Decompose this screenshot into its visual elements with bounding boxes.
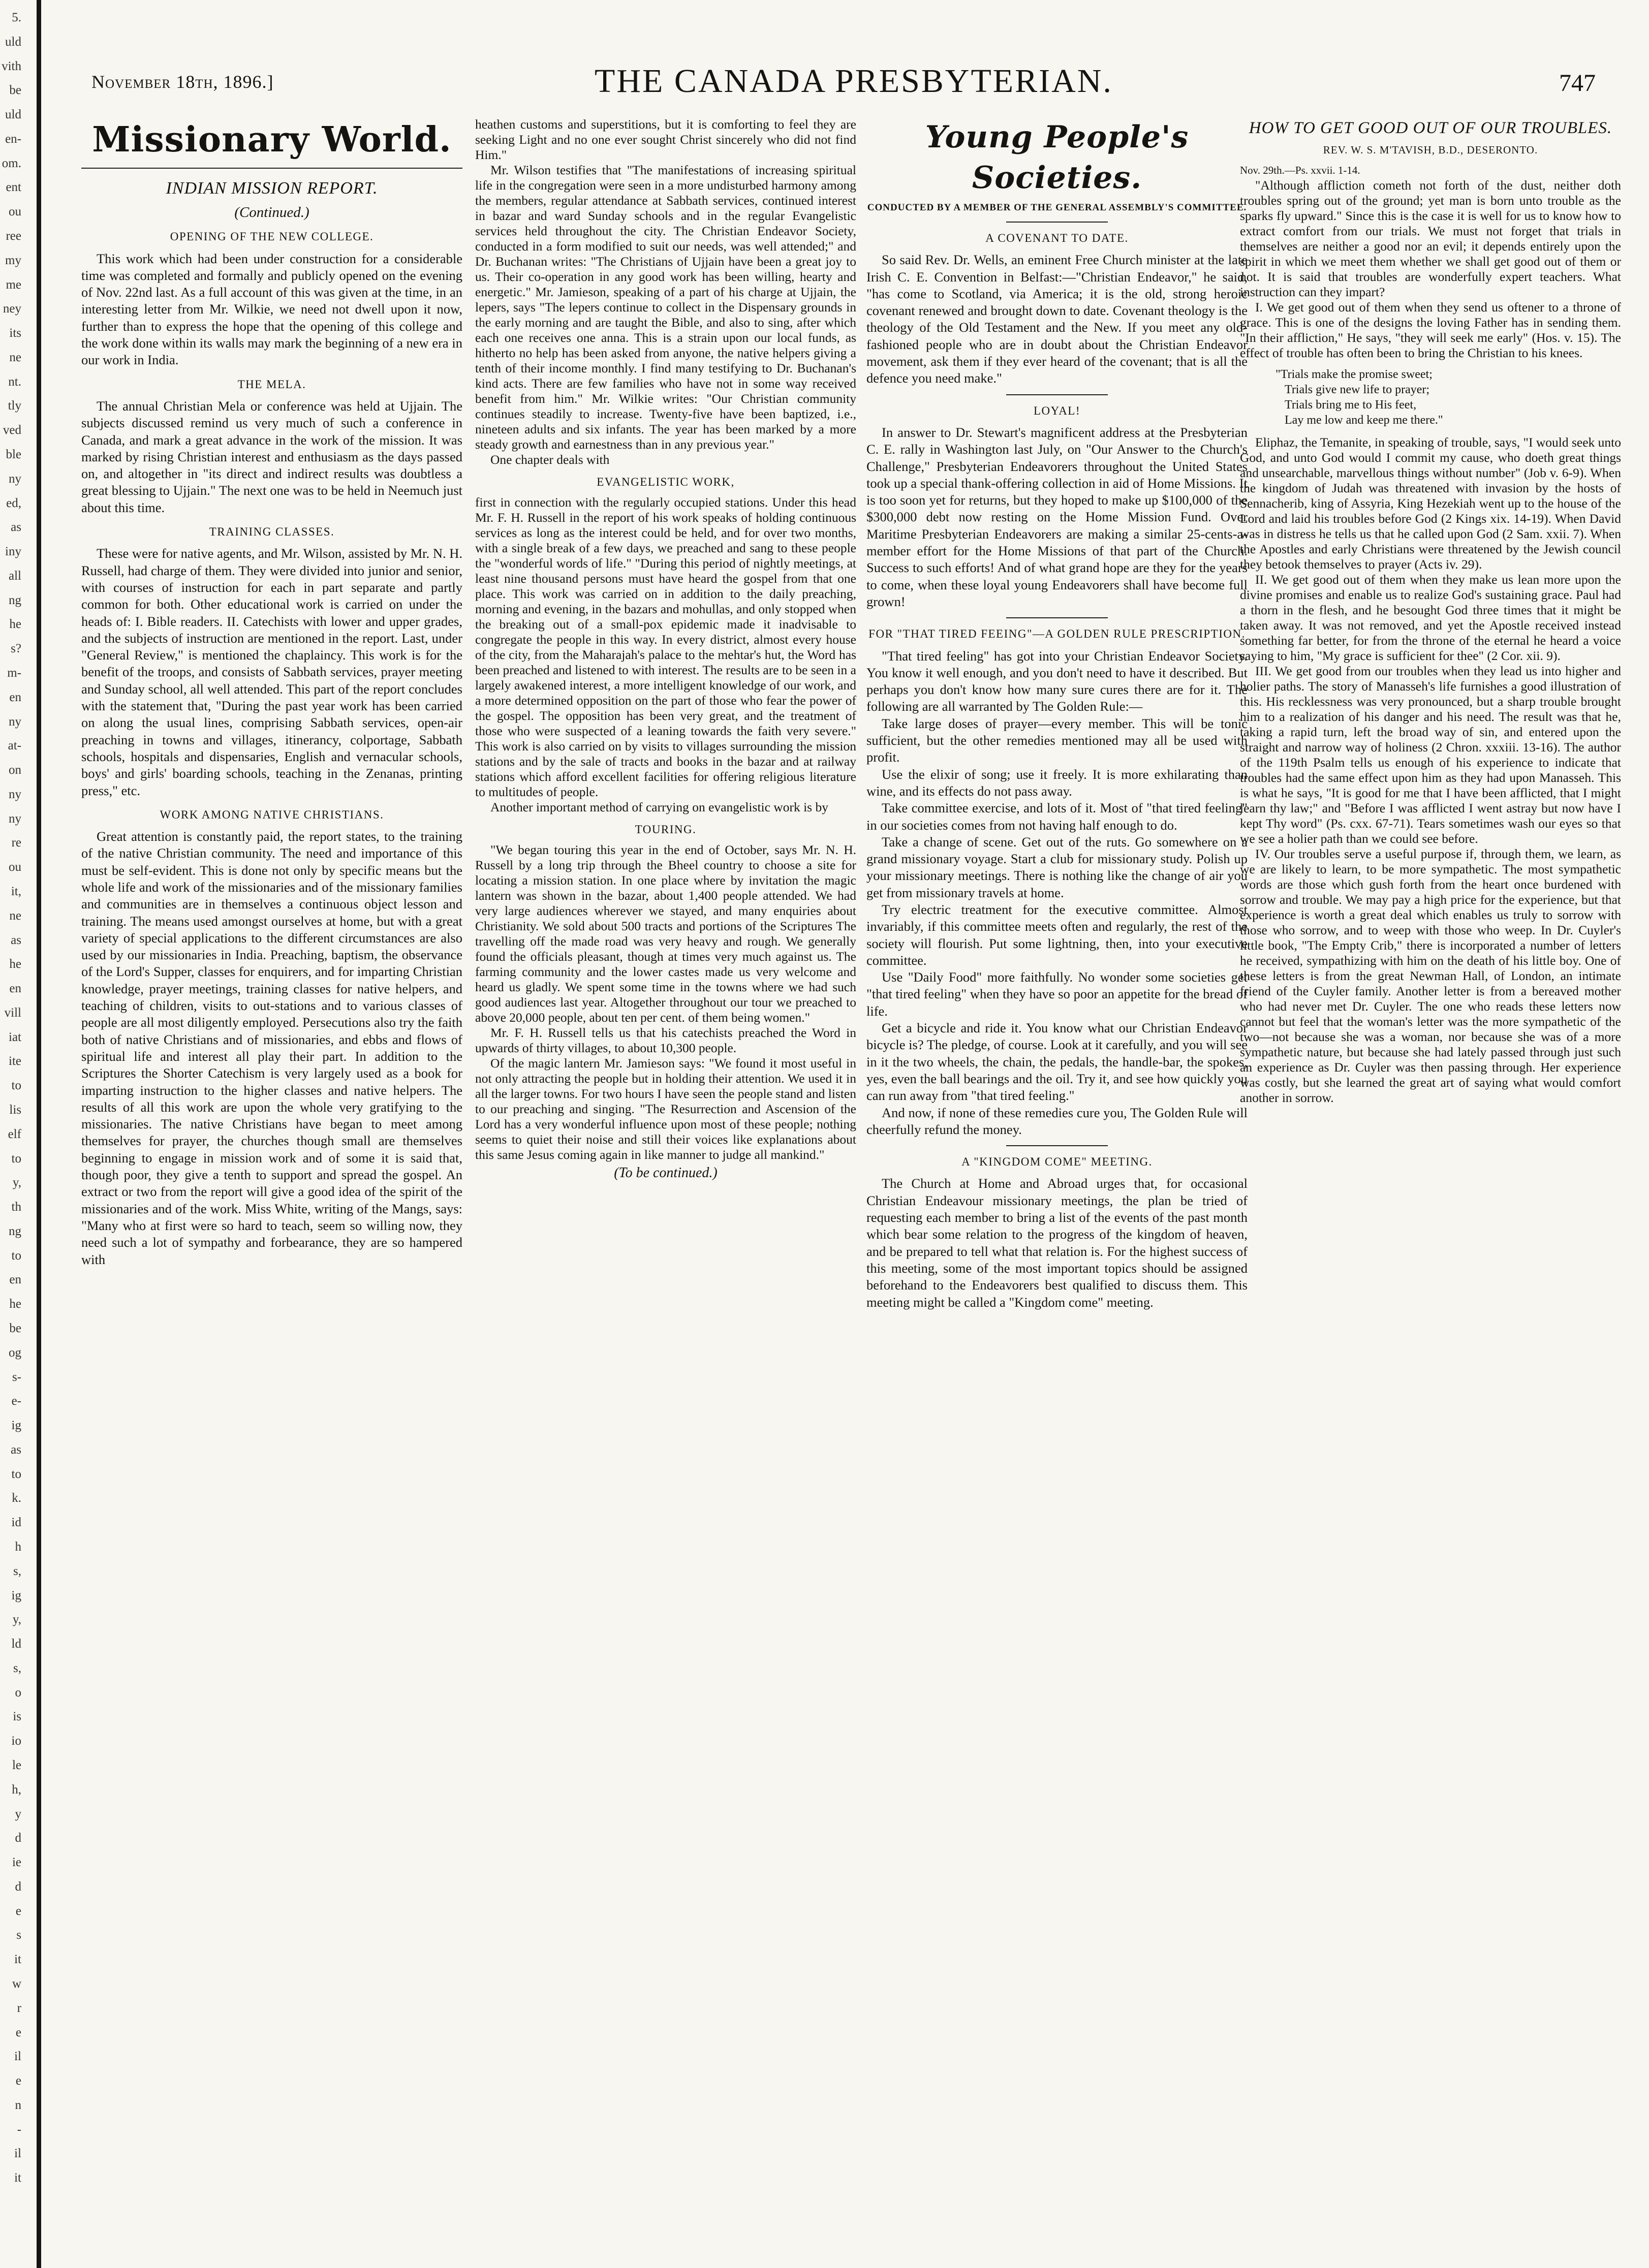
paragraph: Take committee exercise, and lots of it. Most of "that tired feeling" in our societies comes from not having half enough to do. [866,800,1248,833]
paragraph: "Although affliction cometh not forth of the dust, neither doth troubles spring out of the ground; yet man is born unto trouble as the sparks fly upward." Since this is the case it is well for us to know how to extract comfort from our trials. We must not forget that trials in themselves are neither a good nor an evil; it depends entirely upon the spirit in which we meet them whether we shall get good out of them or not. It is said that troubles are wonderfully expert teachers. What instruction can they impart? [1240,178,1621,299]
edge-fragment: r [17,2001,21,2015]
subhead: TOURING. [635,823,697,836]
section-masthead-missionary-world: Missionary World. [92,119,452,160]
edge-fragment: - [17,2122,21,2136]
page-header [81,62,1626,118]
edge-fragment: ny [9,714,21,729]
paragraph: And now, if none of these remedies cure you, The Golden Rule will cheerfully refund the money. [866,1105,1248,1137]
edge-fragment: ng [9,593,21,607]
edge-fragment: iny [5,545,21,559]
divider [1006,1145,1108,1146]
edge-fragment: h [15,1540,21,1554]
edge-fragment: as [11,933,21,947]
paragraph: These were for native agents, and Mr. Wilson, assisted by Mr. N. H. Russell, had charge of them. They were divided into junior and senior, with courses of instruction for each in part separate and partly common for both. Other educational work is carried on under the heads of: I. Bible readers. II. Catechists with lower and upper grades, and the subjects of instruction are mentioned in the report. Last, under "General Review," is mentioned the chaplaincy. This work is for the benefit of the troops, and consists of Sabbath services, prayer meeting and Sunday school, all well attended. This part of the report concludes with the statement that, "During the past year work has been carried on along the usual lines, comprising Sabbath services, open-air preaching in towns and villages, itinerancy, colportage, Sabbath schools, hospitals and dispensaries, English and vernacular schools, boys' and girls' boarding schools, teaching in the Zenanas, printing press," etc. [81,546,462,798]
edge-fragment: il [14,2147,21,2161]
edge-fragment: ne [9,908,21,923]
paragraph: Another important method of carrying on evangelistic work is by [490,800,828,814]
paragraph: Use the elixir of song; use it freely. It is more exhilarating than wine, and its effects do not pass away. [866,766,1248,799]
edge-fragment: en- [5,132,21,146]
edge-fragment: it, [11,885,21,898]
edge-fragment: ld [11,1637,21,1651]
section-masthead-young-peoples-societies: Young People's Societies. [925,119,1189,196]
paragraph: Of the magic lantern Mr. Jamieson says: "We found it most useful in not only attracting the people but in holding their attention. We used it in all the larger towns. For two hours I have seen the people stand and listen to our preaching and singing. "The Resurrection and Ascension of the Lord has a very wonderful influence upon most of these people; nothing seems to quiet their noise and still their voices like explanations about this same Jesus coming again in like manner to judge all mankind." [475,1056,856,1162]
edge-fragment: ig [11,1419,21,1433]
column-1 [81,117,462,2241]
edge-fragment: to [11,1248,21,1263]
edge-fragment: uld [5,35,21,49]
edge-fragment: s? [11,642,21,656]
edge-fragment: e [15,2074,21,2088]
edge-fragment: en [9,982,21,996]
scripture-date: Nov. 29th.—Ps. xxvii. 1-14. [1240,164,1360,176]
edge-fragment: s [16,1928,21,1942]
edge-fragment: e [15,2025,21,2039]
paragraph: Try electric treatment for the executive committee. Almost invariably, if this committee meets often and regularly, the rest of the society will flourish. Put some lightning, then, into your executive committee. [866,901,1248,968]
edge-fragment: as [11,520,21,534]
edge-fragment: s, [13,1564,21,1578]
edge-fragment: iat [9,1030,21,1044]
edge-fragment: n [15,2098,21,2112]
column-3 [866,117,1248,2241]
edge-fragment: ble [6,448,21,461]
paragraph: This work which had been under construction for a considerable time was completed and formally and publicly opened on the evening of Nov. 22nd last. As a full account of this was given at the time, in an interesting letter from Mr. Wilkie, we need not dwell upon it now, further than to express the hope that the opening of this college and the work done within its walls may mark the beginning of a new era in our work in India. [81,250,462,368]
edge-fragment: nt. [8,374,21,389]
edge-fragment: he [9,617,21,632]
divider [81,168,462,169]
edge-fragment: ite [9,1054,21,1068]
paragraph: Eliphaz, the Temanite, in speaking of trouble, says, "I would seek unto God, and unto God would I commit my cause, who doeth great things and unsearchable, marvellous things without number" (Job v. 6-9). When the kingdom of Judah was threatened with invasion by the hosts of Sennacherib, king of Assyria, King Hezekiah went up to the house of the Lord and laid his troubles before God (2 Kings xix. 14-19). When David was in distress he tells us that he called upon God (2 Sam. xxii. 7). When the Apostles and early Christians were threatened by the Jewish council they betook themselves to prayer (Acts iv. 29). [1240,435,1621,572]
verse-line: Lay me low and keep me there." [1285,414,1443,427]
paragraph: Use "Daily Food" more faithfully. No wonder some societies get "that tired feeling" when they have so poor an appetite for the bread of life. [866,969,1248,1019]
edge-fragment: ed, [6,496,21,510]
edge-fragment: all [9,569,21,583]
edge-fragment: id [11,1516,21,1530]
edge-fragment: y, [12,1176,21,1190]
edge-fragment: y, [12,1613,21,1627]
verse-quote [1275,367,1621,428]
edge-fragment: s- [12,1370,21,1384]
article-title: INDIAN MISSION REPORT. [166,179,378,198]
edge-fragment: on [9,763,21,777]
edge-fragment: th [11,1200,21,1214]
paragraph: The Church at Home and Abroad urges that, for occasional Christian Endeavour missionary meetings, the plan be tried of requesting each member to bring a list of the events of the past month which bear some relation to the progress of the kingdom of heaven, and be prepared to tell what that relation is. For the highest success of this meeting, some of the most important topics should be assigned beforehand to the Endeavorers best qualified to discuss them. This meeting might be called a "Kingdom come" meeting. [866,1176,1248,1310]
paragraph: "We began touring this year in the end of October, says Mr. N. H. Russell by a long trip through the Bheel country to choose a site for locating a mission station. In one place where by invitation the magic lantern was shown in the bazar, about 1,400 people attended. We had very large audiences wherever we stayed, and many enquiries about Christianity. We sold about 500 tracts and portions of the Scriptures The travelling off the made road was very heavy and rough. We generally found the officials pleasant, though at times very much against us. The farming community and the lower castes made us very welcome and heard us gladly. We spent some time in the towns where we had such good audiences last year. Altogether throughout our tour we preached to above 20,000 people, about ten per cent. of them being women." [475,842,856,1025]
verse-line: Trials give new life to prayer; [1285,383,1430,396]
paragraph: Take large doses of prayer—every member. This will be tonic sufficient, but the other remedies mentioned may all be used with profit. [866,715,1248,765]
edge-fragment: ou [9,205,21,219]
issue-date: November 18th, 1896.] [91,72,274,92]
column-2 [475,117,856,2241]
edge-fragment: og [9,1345,21,1360]
edge-fragment: as [11,1442,21,1457]
paragraph: Great attention is constantly paid, the report states, to the training of the native Christian community. The need and importance of this must be self-evident. This is done not only by specific means but the whole life and work of the missionaries and of the missionary families and communities are in themselves a continuous object lesson and training. The means used amongst ourselves at home, but with a great variety of special applications to the different circumstances are also used by our missionaries in India. Preaching, baptism, the observance of the Lord's Supper, classes for enquirers, and for imparting Christian knowledge, prayer meetings, training classes for native helpers, and teaching of children, visits to out-stations and to various classes of people are all most diligently employed. Persecutions also try the faith both of native Christians and of missionaries, and ebbs and flows of spiritual life and interest all play their part. In addition to the Scriptures the Shorter Catechism is very largely used as a book for imparting instruction to the higher classes and native helpers. The results of all this work are upon the whole very gratifying to the missionaries. The native Christians have began to meet among themselves for prayer, the churches though small are themselves beginning to engage in mission work and of some it is said that, though poor, they give a tenth to support and spread the gospel. An extract or two from the report will give a good idea of the spirit of the missionaries and of the work. Miss White, writing of the Mangs, says: "Many who at first were so hard to teach, seem so willing now, they need such a lot of sympathy and forbearance, they are so hampered with [81,829,462,1267]
paragraph: The annual Christian Mela or conference was held at Ujjain. The subjects discussed remind us very much of such a conference in Canada, and mark a great advance in the work of the mission. It was marked by rising Christian interest and enthusiasm as the days passed on, and altogether in "its direct and indirect results was doubtless a great blessing to Ujjain." The next one was to be held in Neemuch just about this time. [81,398,462,515]
edge-fragment: 5. [12,11,21,24]
paragraph: first in connection with the regularly occupied stations. Under this head Mr. F. H. Russell in the report of his work speaks of holding continuous services as long as the interest could be held, and for over two months, with a single break of a few days, we preached and sang to these people the "wonderful words of life." "During this period of nightly meetings, at least nine thousand persons must have heard the gospel from that one place. This work was carried on in addition to the daily preaching, morning and evening, in the bazars and mohullas, and only stopped when the breaking out of a small-pox epidemic made it inadvisable to congregate the people in this way. In every district, almost every house of the city, from the Maharajah's palace to the mehtar's hut, the Word has been preached and listened to with interest. The results are to be seen in a largely awakened interest, a more intelligent knowledge of our work, and a more determined opposition on the part of those who fear the power of the gospel. The opposition has been very great, and the treatment of those who were suspected of a leaning towards the faith very severe." This work is also carried on by visits to villages surrounding the mission stations and by the sale of tracts and books in the bazar and at railway stations which afford excellent facilities for offering religious literature to multitudes of people. [475,495,856,799]
edge-fragment: uld [5,108,21,122]
edge-fragment: y [15,1807,21,1821]
edge-fragment: is [13,1710,21,1724]
edge-fragment: be [9,1321,21,1335]
subhead: EVANGELISTIC WORK, [597,476,735,488]
paragraph: heathen customs and superstitions, but it is comforting to feel they are seeking Light and no one ever sought Christ sincerely who did not find Him." [475,117,856,162]
edge-fragment: ny [9,811,21,826]
edge-fragment: re [11,836,21,850]
edge-fragment: e [15,1904,21,1918]
edge-fragment: o [15,1685,21,1699]
edge-fragment: ng [9,1224,21,1238]
edge-fragment: be [9,83,21,98]
edge-fragment: ny [9,787,21,801]
paragraph: I. We get good out of them when they send us oftener to a throne of grace. This is one of the designs the loving Father has in sending them. "In their affliction," He says, "they will seek me early" (Hos. v. 15). The effect of trouble has often been to bring the Christian to his knees. [1240,300,1621,360]
to-be-continued: (To be continued.) [614,1165,718,1181]
edge-fragment: he [9,1297,21,1311]
edge-fragment: ent [6,180,21,195]
edge-fragment: its [9,326,21,340]
edge-fragment: d [15,1831,21,1845]
paragraph: III. We get good from our troubles when they lead us into higher and holier paths. The story of Manasseh's life furnishes a good illustration of this. His recklessness was very pronounced, but a sharp trouble brought him to a realization of his danger and his need. The result was that he, taking a rapid turn, left the broad way of sin, and entered upon the straight and narrow way of holiness (2 Chron. xxxiii. 13-16). The author of the 119th Psalm tells us enough of his experience to indicate that troubles had the same effect upon him as they had upon Manasseh. This is what he says, "It is good for me that I have been afflicted, that I might learn thy law;" and "Before I was afflicted I went astray but now have I kept Thy word" (Ps. cxx. 67-71). Tears sometimes wash our eyes so that we see a holier path than we could see before. [1240,664,1621,846]
column-rule-left [37,0,41,2268]
column-4 [1240,117,1621,2241]
divider [1006,617,1108,618]
edge-fragment: to [11,1079,21,1093]
byline: REV. W. S. M'TAVISH, B.D., DESERONTO. [1323,144,1538,156]
edge-fragment: my [5,253,21,267]
edge-fragment: tly [8,399,21,413]
edge-fragment: ved [3,423,21,437]
edge-fragment: to [11,1467,21,1481]
paragraph: IV. Our troubles serve a useful purpose if, through them, we learn, as we are likely to learn, to be more sympathetic. The most sympathetic words are those which gush forth from the heart once burdened with sorrow and trouble. We may pay a high price for the experience, but that experience is worth a great deal which enables us truly to sorrow with those who sorrow, and to weep with those who weep. In Dr. Cuyler's little book, "The Empty Crib," there is incorporated a number of letters he received, sympathizing with him on the death of his little boy. One of these letters is from the great Newman Hall, of London, an intimate friend of the Cuyler family. Another letter is from a bereaved mother who had never met Dr. Cuyler. The one who reads these letters now cannot but feel that the woman's letter was the more sympathetic of the two—not because she was a woman, nor because she was of a more sympathetic nature, but because she had lately passed through just such an experience as Dr. Cuyler was then passing through. Her experience was costly, but she learned the great art of saying what would comfort another in sorrow. [1240,846,1621,1105]
edge-fragment: ney [3,302,21,316]
subhead: A "KINGDOM COME" MEETING. [961,1155,1153,1169]
edge-fragment: ny [9,471,21,486]
edge-fragment: ig [11,1588,21,1602]
verse-line: "Trials make the promise sweet; [1275,368,1433,381]
edge-fragment: le [12,1758,21,1772]
edge-fragment: m- [7,666,21,680]
edge-fragment: to [11,1151,21,1166]
edge-fragment: om. [2,156,21,170]
edge-fragment: vill [4,1005,21,1020]
newspaper-title: THE CANADA PRESBYTERIAN. [595,62,1113,100]
subhead: LOYAL! [1033,404,1081,417]
edge-fragment: ie [12,1855,21,1870]
paragraph: One chapter deals with [490,452,610,467]
edge-fragment: s, [13,1661,21,1675]
edge-fragment: il [14,2050,21,2064]
edge-fragment: he [9,957,21,971]
edge-fragment: w [12,1977,21,1991]
conducted-by-note: CONDUCTED BY A MEMBER OF THE GENERAL ASSEMBLY'S COMMITTEE. [867,202,1247,213]
edge-fragment: d [15,1879,21,1894]
article-title: HOW TO GET GOOD OUT OF OUR TROUBLES. [1249,119,1612,137]
edge-fragment: en [9,1273,21,1287]
subhead: A COVENANT TO DATE. [985,232,1129,244]
paragraph: Take a change of scene. Get out of the ruts. Go somewhere on a grand missionary voyage. Start a club for missionary study. Polish up your missionary meetings. There is nothing like the change of air you get from missionary travels at home. [866,834,1248,900]
divider [1006,222,1108,223]
edge-fragment: me [6,277,21,292]
paragraph: "That tired feeling" has got into your Christian Endeavor Society. You know it well enough, and you don't need to have it described. But perhaps you don't know how many sure cures there are for it. The following are all warranted by The Golden Rule:— [866,648,1248,714]
adjacent-page-edge [0,0,24,2268]
subhead: THE MELA. [237,377,306,391]
subhead: FOR "THAT TIRED FEEING"—A GOLDEN RULE PRESCRIPTION. [868,627,1246,641]
subhead: OPENING OF THE NEW COLLEGE. [170,230,374,243]
paragraph: Mr. F. H. Russell tells us that his catechists preached the Word in upwards of thirty villages, to about 10,300 people. [475,1025,856,1055]
paragraph: Get a bicycle and ride it. You know what our Christian Endeavor bicycle is? The pledge, of course. Look at it carefully, and you will see in it the two wheels, the chain, the pedals, the handle-bar, the spokes, yes, even the ball bearings and the oil. Try it, and see how quickly you can run away from "that tired feeling." [866,1020,1248,1104]
edge-fragment: en [9,690,21,704]
edge-fragment: ree [6,229,21,243]
edge-fragment: e- [11,1394,21,1408]
divider [1006,394,1108,395]
paragraph: Mr. Wilson testifies that "The manifestations of increasing spiritual life in the congregation were seen in a more undisturbed harmony among the members, regular attendance at Sabbath services, continued interest in bazar and ward Sunday schools and in the regular Evangelistic services held throughout the city. The Christian Endeavor Society, conducted in a form modified to suit our needs, was well attended;" and Dr. Buchanan writes: "The Christians of Ujjain have been a great joy to us. Their co-operation in any good work has been willing, hearty and energetic." Mr. Jamieson, speaking of a part of his charge at Ujjain, the lepers, says "The lepers continue to collect in the Dispensary grounds in the early morning and are taught the Bible, and also to sing, after which each one receives one anna. This is a strain upon our local funds, as hitherto no help has been asked from anyone, the native helpers giving a tenth of their income monthly. I find many testifying to Dr. Buchanan's kind acts. There are few families who have not in some way received benefit from him." Mr. Wilkie writes: "Our Christian community continues steadily to increase. Twenty-five have been baptized, i.e., nineteen adults and six infants. The year has been marked by a more steady growth and earnestness than in any previous year." [475,163,856,452]
edge-fragment: io [11,1734,21,1748]
edge-fragment: ne [9,350,21,364]
verse-line: Trials bring me to His feet, [1285,398,1417,412]
edge-fragment: at- [8,739,21,753]
edge-fragment: lis [9,1103,21,1117]
subhead: WORK AMONG NATIVE CHRISTIANS. [160,808,384,821]
edge-fragment: k. [12,1491,21,1505]
edge-fragment: vith [2,59,21,73]
edge-fragment: it [14,2171,21,2185]
paragraph: II. We get good out of them when they make us lean more upon the divine promises and enable us to realize God's sustaining grace. Paul had a thorn in the flesh, and he besought God three times that it might be taken away. It was not removed, and yet the Apostle received instead something far better, for from the throne of the eternal he heard a voice saying to him, "My grace is sufficient for thee" (2 Cor. xii. 9). [1240,572,1621,663]
edge-fragment: it [14,1952,21,1967]
continued-note: (Continued.) [234,204,309,220]
paragraph: So said Rev. Dr. Wells, an eminent Free Church minister at the late Irish C. E. Convention in Belfast:—"Christian Endeavor," he said, "has come to Scotland, via America; it is the old, strong heroic covenant renewed and brought down to date. Covenant theology is the theology of the Old Testament and the New. If you meet any old-fashioned people who are in doubt about the Christian Endeavor movement, ask them if they ever heard of the covenant; that is all the defence you need make." [866,252,1248,386]
edge-fragment: elf [8,1127,21,1141]
subhead: TRAINING CLASSES. [209,525,335,539]
edge-fragment: h, [12,1782,21,1797]
paragraph: In answer to Dr. Stewart's magnificent address at the Presbyterian C. E. rally in Washington last July, on "Our Answer to the Church's Challenge," Presbyterian Endeavorers throughout the United States took up a special thank-offering collection in aid of Home Missions. It is too soon yet for returns, but they hoped to make up $100,000 of the $300,000 debt now resting on the Home Mission Fund. Over Maritime Presbyterian Endeavorers are making a similar 25-cents-a-member effort for the Home Missions of that part of the Church. Success to such efforts! And of what grand hope are they for the years to come, when these loyal young Endeavorers shall have become full grown! [866,424,1248,609]
edge-fragment: ou [9,860,21,874]
page-number: 747 [1559,70,1596,97]
